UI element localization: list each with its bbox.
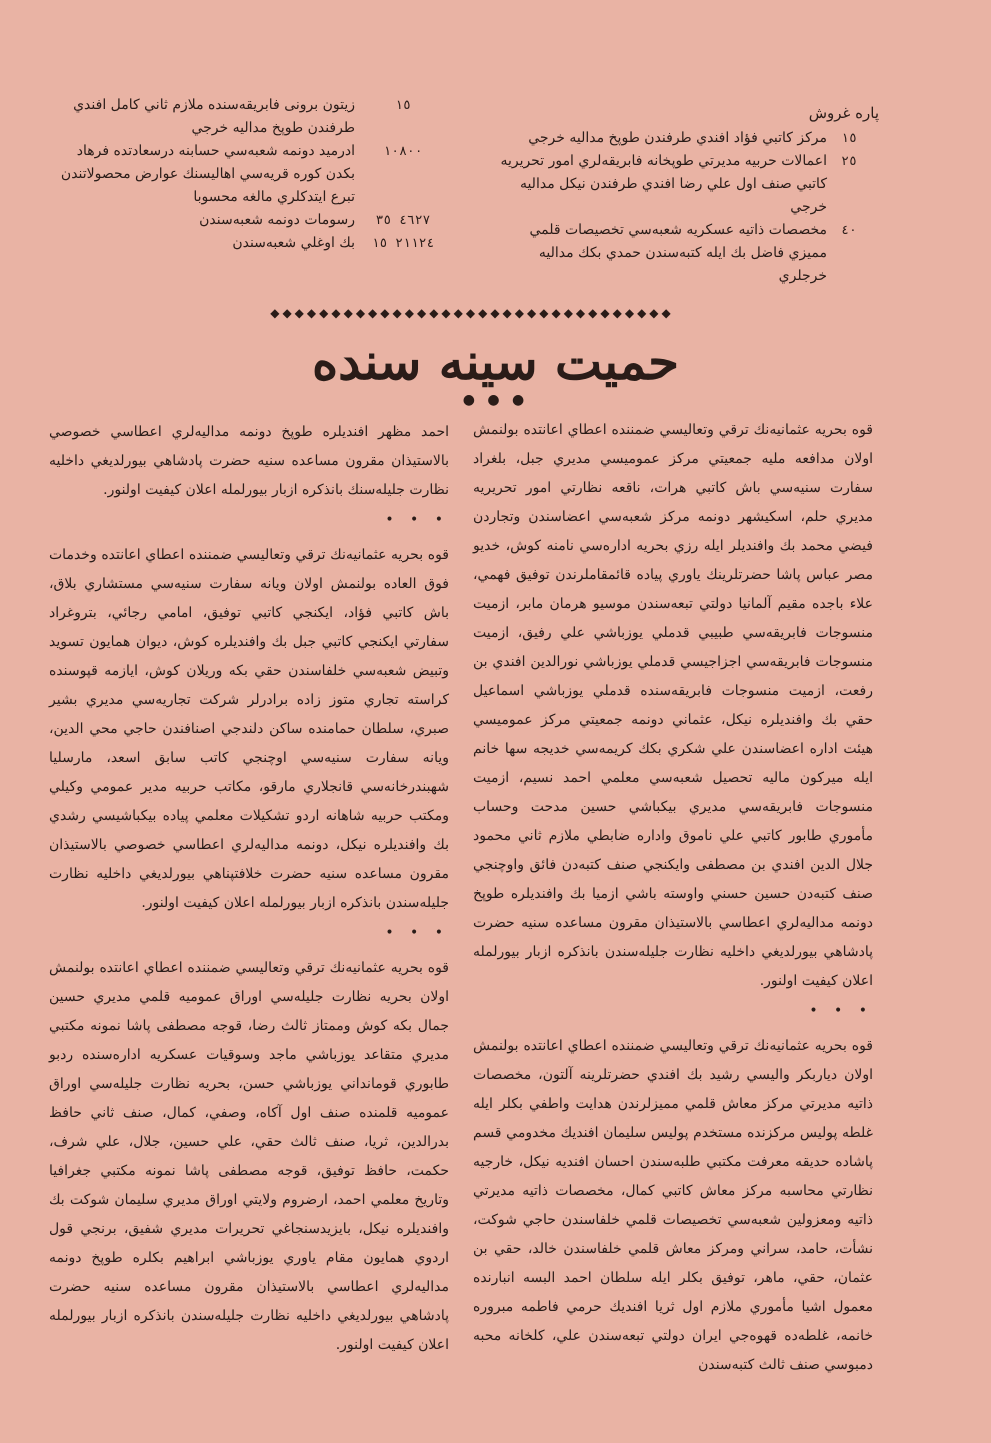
list-text: ادرميد دونمه شعبه‌سي حسابنه درسعادتده فرهاد بكدن كوره قريه‌سي اهاليسنك عوارض محصولاتندن تبرع ايتدكلري مالغه محسوبا xyxy=(60,143,355,205)
list-item xyxy=(51,232,451,255)
ornamental-divider: ◆◆◆◆◆◆◆◆◆◆◆◆◆◆◆◆◆◆◆◆◆◆◆◆◆◆◆◆◆◆◆◆◆ xyxy=(270,306,674,320)
list-amount: ٤٠ xyxy=(841,223,857,238)
list-item xyxy=(51,140,451,209)
list-item xyxy=(491,127,871,150)
list-text: زيتون برونى فابريقه‌سنده ملازم ثاني كامل افندي طرفندن طوپخ مداليه خرجي xyxy=(73,97,355,136)
currency-header: پاره غروش xyxy=(808,104,879,122)
list-amount: ٤٦٢٧ ٣٥ xyxy=(375,213,431,228)
article-column-right xyxy=(473,416,873,1380)
list-item xyxy=(51,209,451,232)
list-text: مخصصات ذاتيه عسكريه شعبه‌سي تخصيصات قلمي مميزي فاضل بك ايله كتبه‌سندن حمدي بكك مداليه خرجلري xyxy=(529,222,827,284)
list-text: اعمالات حربيه مديرتي طوپخانه فابريقه‌لري امور تحريريه كاتبي صنف اول علي رضا افندي طرفندن نيكل مداليه خرجي xyxy=(500,153,827,215)
list-item xyxy=(491,219,871,288)
article-paragraph: قوه بحريه عثمانيه‌نك ترقي وتعاليسي ضمننده اعطاي اعانتده بولنمش اولان مدافعه مليه جمعيتي مركز عموميسي مديري جبل، بلغراد سفارت سنيه‌سي باش كاتبي هرات، ناقعه نظارتي امور تحريريه مديري حلم، اسكيشهر دونمه مركز شعبه‌سي اعضاسندن وتجاردن فيضي محمد بك وافنديلر ايله رزي بحريه اداره‌سي نامنه كوش، خديو مصر عباس پاشا حضرتلرينك ياوري پياده قائمقاملرندن توفيق فهمي، علاء باجده مقيم آلمانيا دولتي تبعه‌سندن موسيو هرمان مابر، ازميت منسوجات فابريقه‌سي طبيبي قدملي يوزباشي علي رفيق، ازميت منسوجات فابريقه‌سي اجزاجيسي قدملي يوزباشي نورالدين افندي بن رفعت، ازميت منسوجات فابريقه‌سنده قدملي يوزباشي اسماعيل حقي بك وافنديلره نيكل، عثماني دونمه جمعيتي مركز عموميسي هيئت اداره اعضاسندن علي شكري بكك كريمه‌سي خديجه سها خانم ايله ميركون ماليه تحصيل شعبه‌سي معلمي احمد نسيم، ازميت منسوجات فابريقه‌سي مديري بيكباشي حسين مدحت وحساب مأموري طابور كاتبي علي ناموق واداره ضابطي ملازم ثاني محمود جلال الدين افندي بن مصطفى وايكنجي صنف كتبه‌دن فائق واوچنجي صنف كتبه‌دن حسين حسني واوسته باشي ازميا بك وافنديلره طوپخ دونمه مداليه‌لري اعطاسي بالاستيذان مقرون مساعده سنيه حضرت پادشاهي بيورلديغي داخليه نظارت جليله‌سندن بانذكره ازبار بيورلمله اعلان كيفيت اولنور. xyxy=(473,422,873,989)
list-amount: ٢١١٢٤ ١٥ xyxy=(371,236,435,251)
article-paragraph: قوه بحريه عثمانيه‌نك ترقي وتعاليسي ضمننده اعطاي اعانتده بولنمش اولان دياربكر واليسي رشيد بك افندي حضرتلرينه آلتون، مخصصات ذاتيه مديرتي مركز معاش قلمي مميزلرندن هدايت واطفي بكلر ايله غلطه پوليس مركزنده مستخدم پوليس سليمان افنديك مخدومي قسم پاشاده حديقه معرفت مكتبي طلبه‌سندن احسان افنديه نيكل، خارجيه نظارتي محاسبه مركز معاش كاتبي كمال، مخصصات ذاتيه مديرتي ذاتيه ومعزولين شعبه‌سي تخصيصات قلمي خلفاسندن حاجي شوكت، نشأت، حامد، سراني ومركز معاش قلمي خلفاسندن خالد، حقي بن عثمان، حقي، ماهر، توفيق بكلر ايله سلطان احمد البسه انبارنده معمول اشيا مأموري ملازم اول ثريا افنديك حرمي فاطمه مبروره خانمه، غلطه‌ده قهوه‌جي ايران دولتي تبعه‌سندن علي، كلخانه محبه دمبوسي صنف ثالث كتبه‌سندن xyxy=(473,1038,873,1373)
list-amount: ١٥ xyxy=(395,98,411,113)
list-amount: ١٠٨٠٠ xyxy=(383,144,423,159)
article-paragraph: قوه بحريه عثمانيه‌نك ترقي وتعاليسي ضمننده اعطاي اعانتده بولنمش اولان بحريه نظارت جليله‌سي اوراق عموميه قلمي مديري حسين جمال بكه كوش وممتاز ثالث رضا، قوجه مصطفى پاشا نمونه مكتبي مديري متقاعد يوزباشي ماجد وسوقيات عسكريه اداره‌سنده ردبو طابوري قومانداني يوزباشي حسن، بحريه نظارت جليله‌سي اوراق عموميه قلمنده صنف اول آكاه، وصفي، كمال، صنف ثاني حافظ بدرالدين، ثريا، صنف ثالث حقي، علي حسين، جلال، علي شرف، حكمت، حافظ توفيق، قوجه مصطفى پاشا نمونه مكتبي جغرافيا وتاريخ معلمي احمد، ارضروم ولايتي اوراق مديري سليمان شوكت بك وافنديلره نيكل، بايزيدسنجاغي تحريرات مديري شفيق، برنجي قول اردوي همايون مقام ياوري يوزباشي ابراهيم بكلره طوپخ دونمه مداليه‌لري اعطاسي بالاستيذان مقرون مساعده سنيه حضرت پادشاهي بيورلديغي داخليه نظارت جليله‌سندن بانذكره ازبار بيورلمله اعلان كيفيت اولنور. xyxy=(49,960,449,1353)
list-amount: ٢٥ xyxy=(841,154,857,169)
list-text: بك اوغلي شعبه‌سندن xyxy=(232,235,355,251)
donation-list-left xyxy=(51,94,451,255)
article-paragraph: احمد مظهر افنديلره طوپخ دونمه مداليه‌لري اعطاسي خصوصي بالاستيذان مقرون مساعده سنيه حضرت پادشاهي بيورلديغي داخليه نظارت جليله‌سنك بانذكره ازبار بيورلمله اعلان كيفيت اولنور. xyxy=(49,424,449,498)
list-item xyxy=(51,94,451,140)
list-amount: ١٥ xyxy=(841,131,857,146)
donation-list-right xyxy=(491,127,871,288)
article-column-left xyxy=(49,418,449,1360)
paragraph-separator: • • • xyxy=(385,512,449,528)
paragraph-separator: • • • xyxy=(809,1003,873,1019)
list-text: مركز كاتبي فؤاد افندي طرفندن طوپخ مداليه خرجي xyxy=(528,130,827,146)
section-title: حميت سينه سنده xyxy=(311,332,680,391)
article-paragraph: قوه بحريه عثمانيه‌نك ترقي وتعاليسي ضمننده اعطاي اعانتده وخدمات فوق العاده بولنمش اولان ويانه سفارت سنيه‌سي مستشاري بلاق، باش كاتبي فؤاد، ايكنجي كاتبي توفيق، امامي رجائي، بتروغراد سفارتي ايكنجي كاتبي جبل بك وافنديلره كوش، ديوان همايون تسويد وتبيض شعبه‌سي خلفاسندن حقي بكه وريلان كوش، ايازمه قپوسنده كراسته تجاري متوز زاده برادرلر شركت تجاريه‌سي مديري بشير صبري، سلطان حمامنده ساكن دلندجي اصنافندن حاجي محي الدين، ويانه سفارت سنيه‌سي اوچنجي كاتب سابق اسعد، مارسليا شهبندرخانه‌سي قانجلاري مارقو، مكاتب حربيه مدير عمومي وكيلي ومكتب حربيه شاهانه اردو تشكيلات معلمي پياده بيكباشيسي رشدي بك وافنديلره نيكل، دونمه مداليه‌لري اعطاسي خصوصي بالاستيذان مقرون مساعده سنيه حضرت خلافتپناهي بيورلديغي داخليه نظارت جليله‌سندن بانذكره ازبار بيورلمله اعلان كيفيت اولنور. xyxy=(49,547,449,911)
list-text: رسومات دونمه شعبه‌سندن xyxy=(199,212,355,228)
list-item xyxy=(491,150,871,219)
paragraph-separator: • • • xyxy=(385,925,449,941)
title-ornament: ● ● ● xyxy=(462,392,529,408)
